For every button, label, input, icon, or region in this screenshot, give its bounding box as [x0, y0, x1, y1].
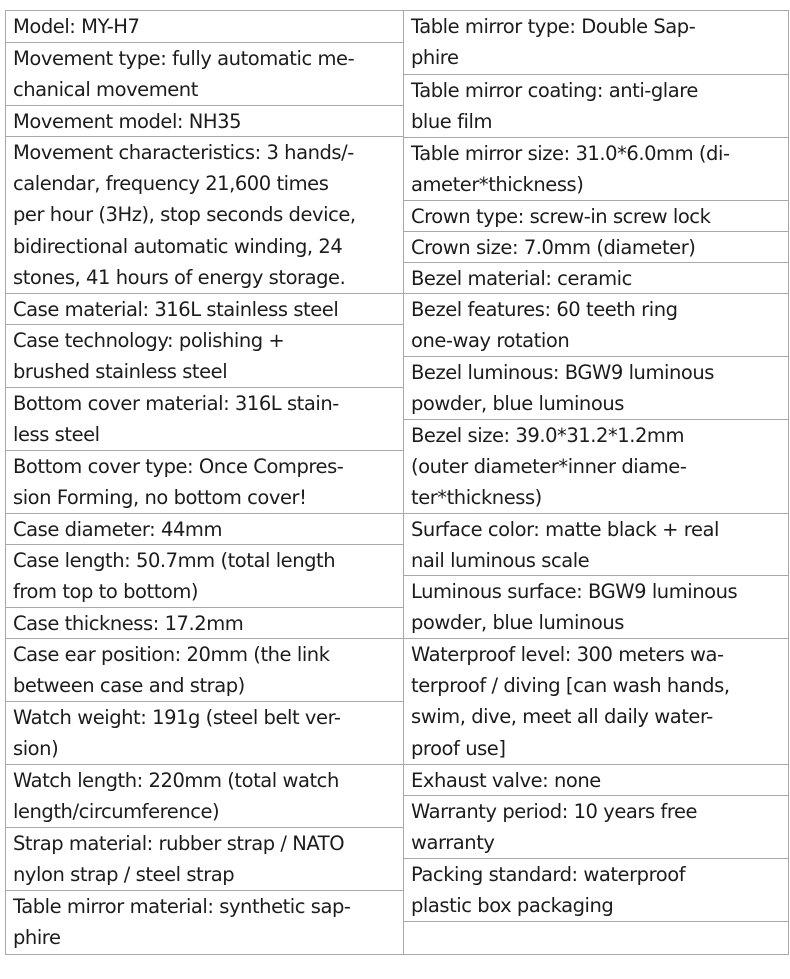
spec-cell-case-diameter: Case diameter: 44mm: [6, 513, 403, 544]
spec-cell-bottom-cover-material: Bottom cover material: 316L stain- less steel: [6, 387, 403, 450]
spec-column-right: [404, 11, 788, 954]
spec-cell-bezel-size: Bezel size: 39.0*31.2*1.2mm (outer diameter*inner diame- ter*thickness): [404, 419, 788, 513]
spec-cell-movement-model: Movement model: NH35: [6, 105, 403, 136]
spec-cell-bezel-features: Bezel features: 60 teeth ring one-way rotation: [404, 293, 788, 356]
spec-cell-packing-standard: Packing standard: waterproof plastic box packaging: [404, 858, 788, 921]
spec-cell-bezel-luminous: Bezel luminous: BGW9 luminous powder, blue luminous: [404, 356, 788, 419]
spec-cell-case-material: Case material: 316L stainless steel: [6, 293, 403, 324]
spec-cell-strap-material: Strap material: rubber strap / NATO nylon strap / steel strap: [6, 827, 403, 890]
spec-cell-crown-size: Crown size: 7.0mm (diameter): [404, 231, 788, 262]
spec-cell-table-mirror-type: Table mirror type: Double Sap- phire: [411, 15, 696, 70]
spec-cell-waterproof-level: Waterproof level: 300 meters wa- terproof / diving [can wash hands, swim, dive, meet all daily water- proof use]: [404, 638, 788, 764]
spec-cell-warranty-period: Warranty period: 10 years free warranty: [404, 795, 788, 858]
spec-cell-bezel-material: Bezel material: ceramic: [404, 262, 788, 293]
spec-cell-case-ear-position: Case ear position: 20mm (the link between case and strap): [6, 638, 403, 701]
spec-cell-luminous-surface: Luminous surface: BGW9 luminous powder, blue luminous: [404, 575, 788, 638]
spec-cell-movement-type: Movement type: fully automatic me- chanical movement: [6, 42, 403, 105]
spec-cell-watch-weight: Watch weight: 191g (steel belt ver- sion): [6, 701, 403, 764]
spec-cell-bottom-cover-type: Bottom cover type: Once Compres- sion Forming, no bottom cover!: [6, 450, 403, 513]
spec-cell-table-mirror-size: Table mirror size: 31.0*6.0mm (di- ameter*thickness): [404, 137, 788, 200]
spec-cell-model: Model: MY-H7: [13, 15, 140, 38]
spec-cell-exhaust-valve: Exhaust valve: none: [404, 764, 788, 795]
spec-cell-table-mirror-material: Table mirror material: synthetic sap- phire: [6, 890, 403, 954]
spec-cell-case-thickness: Case thickness: 17.2mm: [6, 607, 403, 638]
spec-cell-watch-length: Watch length: 220mm (total watch length/circumference): [6, 764, 403, 827]
spec-cell-case-length: Case length: 50.7mm (total length from top to bottom): [6, 544, 403, 607]
spec-cell-surface-color: Surface color: matte black + real nail luminous scale: [404, 513, 788, 575]
spec-cell-table-mirror-coating: Table mirror coating: anti-glare blue film: [404, 74, 788, 137]
spec-cell-crown-type: Crown type: screw-in screw lock: [404, 200, 788, 231]
spec-cell-case-technology: Case technology: polishing + brushed stainless steel: [6, 324, 403, 387]
spec-cell-movement-characteristics: Movement characteristics: 3 hands/- calendar, frequency 21,600 times per hour (3Hz), stop seconds device, bidirectional automatic winding, 24 stones, 41 hours of energy storage.: [6, 136, 403, 293]
spec-table: [5, 10, 789, 955]
spec-cell-empty: [404, 921, 788, 954]
spec-column-left: [6, 11, 404, 954]
